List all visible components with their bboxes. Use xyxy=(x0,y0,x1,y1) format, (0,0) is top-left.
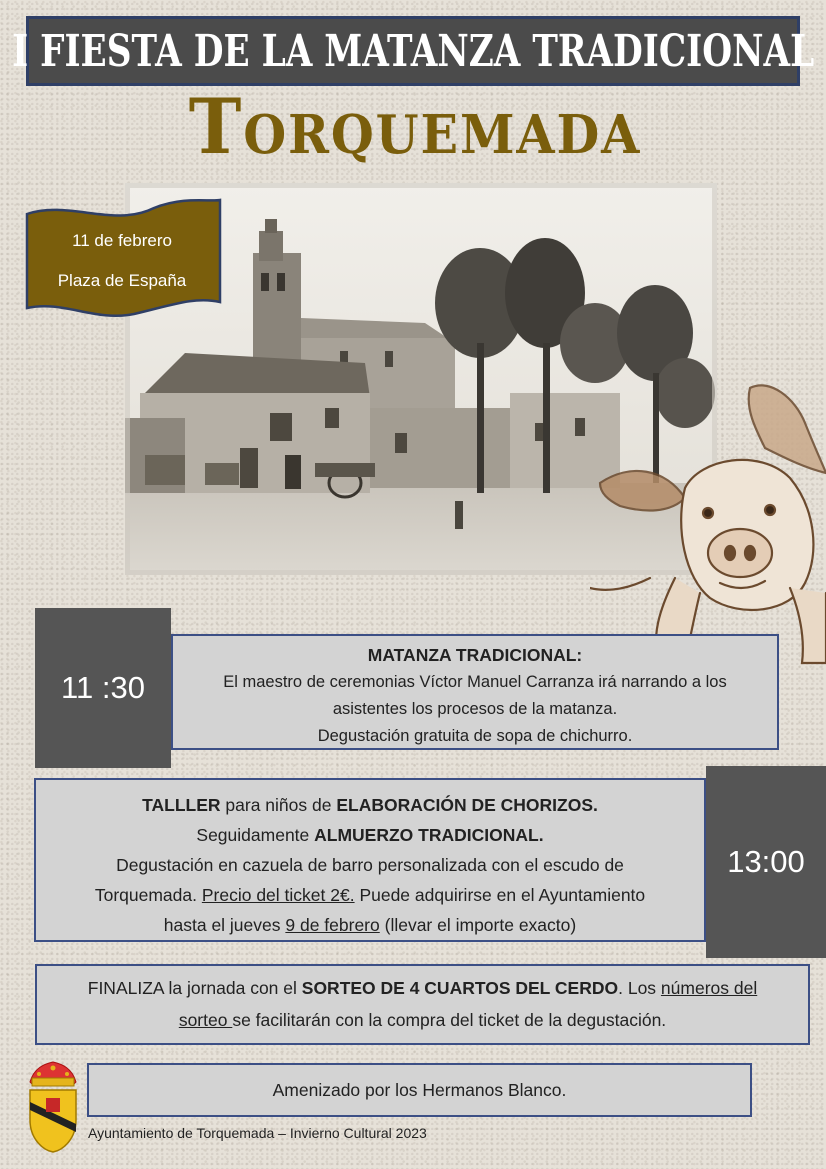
taller-label: TALLLER xyxy=(142,795,221,815)
event1-heading: MATANZA TRADICIONAL: xyxy=(367,645,583,665)
event1-line2: asistentes los procesos de la matanza. xyxy=(332,700,618,718)
music-box xyxy=(87,1063,752,1117)
event3-line2 xyxy=(37,1004,808,1036)
event-place: Plaza de España xyxy=(57,271,187,290)
event3-line1-mid: la jornada con el xyxy=(163,978,302,998)
event2-line2 xyxy=(36,820,704,850)
music-text: Amenizado por los Hermanos Blanco. xyxy=(272,1080,567,1100)
town-name: Torquemada xyxy=(188,82,642,171)
raffle-label: SORTEO DE 4 CUARTOS DEL CERDO xyxy=(301,978,619,998)
event2-time: 13:00 xyxy=(727,844,805,879)
time-box-1300 xyxy=(706,766,826,958)
almuerzo-label: ALMUERZO TRADICIONAL. xyxy=(314,825,544,845)
event3-line1 xyxy=(37,972,808,1004)
event2-line5-lead: hasta el jueves xyxy=(163,915,286,935)
chorizo-workshop-label: ELABORACIÓN DE CHORIZOS. xyxy=(336,795,598,815)
title-bar xyxy=(11,16,815,86)
event2-line5 xyxy=(36,910,704,940)
event2-line4 xyxy=(36,880,704,910)
event2-line1-mid: para niños de xyxy=(220,795,337,815)
time-box-1130 xyxy=(35,608,171,768)
coat-of-arms-icon xyxy=(24,1058,82,1154)
event2-line3: Degustación en cazuela de barro personalizada con el escudo de xyxy=(116,855,624,875)
event-date: 11 de febrero xyxy=(72,231,172,250)
banner-ribbon-shape xyxy=(24,196,224,322)
event2-line1 xyxy=(36,790,704,820)
raffle-numbers-b: sorteo xyxy=(178,1010,233,1030)
pig-illustration xyxy=(590,378,826,670)
deadline-date: 9 de febrero xyxy=(285,915,380,935)
event3-box xyxy=(35,964,810,1045)
event2-line4-tail: Puede adquirirse en el Ayuntamiento xyxy=(354,885,646,905)
event1-box xyxy=(171,634,779,750)
event2-line5-tail: (llevar el importe exacto) xyxy=(379,915,577,935)
raffle-numbers-a: números del xyxy=(660,978,758,998)
event3-line1-sep: . Los xyxy=(618,978,661,998)
ticket-price: Precio del ticket 2€. xyxy=(201,885,355,905)
event2-box xyxy=(34,778,706,942)
event-title: I FIESTA DE LA MATANZA TRADICIONAL xyxy=(11,25,815,77)
event1-line1: El maestro de ceremonias Víctor Manuel Carranza irá narrando a los xyxy=(223,673,727,691)
event2-line4-lead: Torquemada. xyxy=(94,885,202,905)
footer-credit: Ayuntamiento de Torquemada – Invierno Cultural 2023 xyxy=(88,1125,427,1141)
event3-line2-tail: se facilitarán con la compra del ticket de la degustación. xyxy=(232,1010,667,1030)
event1-time: 11 :30 xyxy=(61,670,145,705)
event2-line2-lead: Seguidamente xyxy=(196,825,315,845)
date-place-banner xyxy=(24,196,224,322)
finaliza-label: FINALIZA xyxy=(87,978,164,998)
event1-line3: Degustación gratuita de sopa de chichurro. xyxy=(317,727,633,745)
